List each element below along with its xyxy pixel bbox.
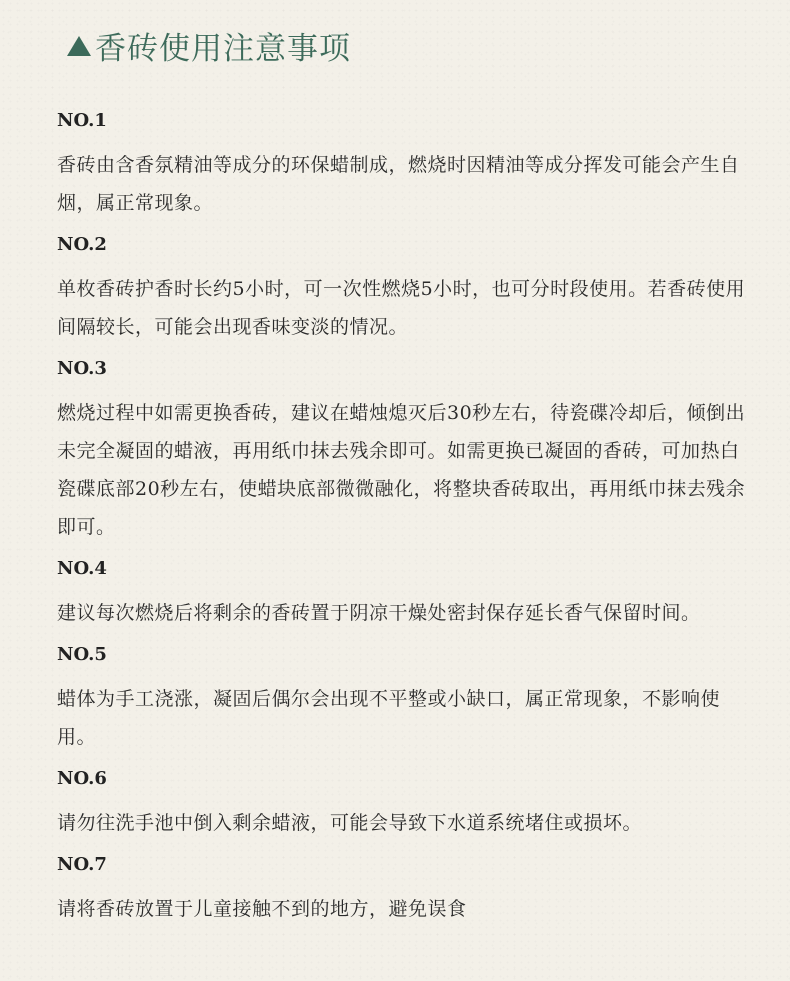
item-number: NO.5 xyxy=(57,644,107,665)
item-text: 香砖由含香氛精油等成分的环保蜡制成，燃烧时因精油等成分挥发可能会产生自烟，属正常现象。 xyxy=(57,154,740,214)
list-item xyxy=(57,640,747,756)
notice-list xyxy=(57,106,747,936)
item-number: NO.3 xyxy=(57,358,107,379)
page-title: 香砖使用注意事项 xyxy=(95,30,351,67)
title-row xyxy=(67,20,351,70)
list-item xyxy=(57,764,747,842)
item-number: NO.2 xyxy=(57,234,107,255)
list-item xyxy=(57,106,747,222)
list-item xyxy=(57,554,747,632)
triangle-icon xyxy=(67,36,91,56)
list-item xyxy=(57,354,747,546)
item-text: 蜡体为手工浇涨，凝固后偶尔会出现不平整或小缺口，属正常现象，不影响使用。 xyxy=(57,688,721,748)
item-text: 建议每次燃烧后将剩余的香砖置于阴凉干燥处密封保存延长香气保留时间。 xyxy=(57,602,701,624)
item-number: NO.6 xyxy=(57,768,107,789)
item-text: 请将香砖放置于儿童接触不到的地方，避免误食 xyxy=(57,898,467,920)
item-text: 单枚香砖护香时长约5小时，可一次性燃烧5小时，也可分时段使用。若香砖使用间隔较长，可能会出现香味变淡的情况。 xyxy=(57,278,746,338)
item-text: 请勿往洗手池中倒入剩余蜡液，可能会导致下水道系统堵住或损坏。 xyxy=(57,812,643,834)
item-text: 燃烧过程中如需更换香砖，建议在蜡烛熄灭后30秒左右，待瓷碟冷却后，倾倒出未完全凝固的蜡液，再用纸巾抹去残余即可。如需更换已凝固的香砖，可加热白瓷碟底部20秒左右，使蜡块底部微微融化，将整块香砖取出，再用纸巾抹去残余即可。 xyxy=(57,402,746,538)
item-number: NO.4 xyxy=(57,558,107,579)
item-number: NO.1 xyxy=(57,110,107,131)
list-item xyxy=(57,850,747,928)
item-number: NO.7 xyxy=(57,854,107,875)
list-item xyxy=(57,230,747,346)
